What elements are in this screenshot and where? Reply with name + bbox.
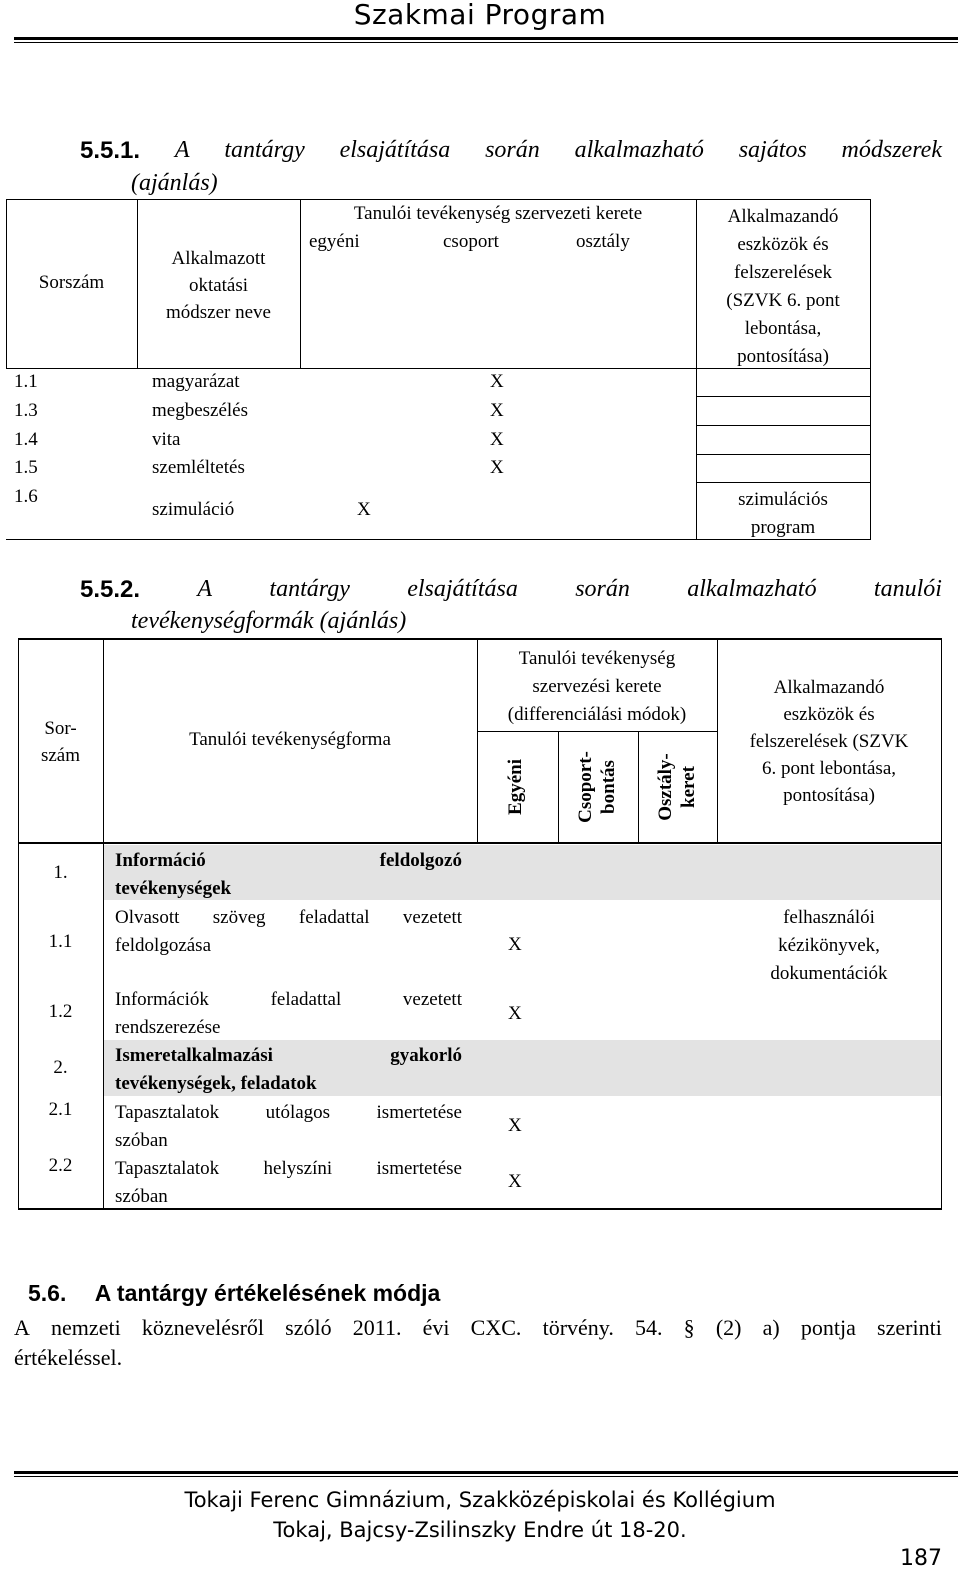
row-activity-line: Tapasztalatok utólagos ismertetése bbox=[115, 1102, 462, 1123]
word: a) bbox=[762, 1315, 780, 1340]
col-tools-line: lebontása, bbox=[744, 318, 822, 339]
row-number: 2.2 bbox=[48, 1155, 73, 1176]
word: A bbox=[14, 1315, 30, 1340]
col-tools-line: felszerelések (SZVK bbox=[749, 731, 909, 752]
section-title: A tantárgy értékelésének módja bbox=[94, 1280, 441, 1306]
row-number: 1.1 bbox=[14, 371, 38, 392]
row-activity bbox=[115, 1042, 462, 1098]
row-tools bbox=[717, 904, 941, 988]
section-number: 5.5.1. bbox=[80, 137, 141, 164]
row-activity bbox=[115, 1099, 462, 1155]
section-number: 5.6. bbox=[28, 1280, 67, 1306]
footer-rule bbox=[14, 1471, 958, 1474]
row-activity-word: Információ bbox=[115, 850, 206, 871]
col-method bbox=[137, 245, 300, 326]
footer-school-name: Tokaji Ferenc Gimnázium, Szakközépiskolai és Kollégium bbox=[184, 1488, 776, 1512]
row-method: vita bbox=[152, 429, 181, 450]
row-number: 1.4 bbox=[14, 429, 38, 450]
row-number: 1.5 bbox=[14, 457, 38, 478]
title-word: elsajátítása bbox=[339, 137, 451, 163]
row-mark: X bbox=[490, 400, 504, 421]
paragraph-line bbox=[14, 1315, 942, 1341]
col-org-line: szervezési kerete bbox=[532, 676, 662, 697]
row-mark: X bbox=[490, 429, 504, 450]
sub-col-line: Csoport- bbox=[575, 751, 596, 823]
section-5-5-2-title bbox=[80, 576, 942, 604]
sub-col-csoport: csoport bbox=[443, 231, 499, 252]
word: szóló bbox=[285, 1315, 332, 1340]
sub-col-line: keret bbox=[678, 766, 699, 808]
row-method: megbeszélés bbox=[152, 400, 249, 421]
header-rule bbox=[14, 37, 958, 40]
word: CXC. bbox=[470, 1315, 522, 1340]
title-word: során bbox=[485, 137, 540, 163]
col-tools-line: eszközök és bbox=[783, 704, 875, 725]
word: 54. bbox=[635, 1315, 663, 1340]
section-5-6-paragraph bbox=[14, 1315, 942, 1371]
word: törvény. bbox=[542, 1315, 614, 1340]
row-activity-line: tevékenységek bbox=[115, 878, 232, 899]
row-method: szemléltetés bbox=[152, 457, 245, 478]
row-tools-line: program bbox=[750, 517, 816, 538]
section-number: 5.5.2. bbox=[80, 576, 141, 603]
word: § bbox=[683, 1315, 695, 1340]
col-org-frame bbox=[477, 645, 717, 729]
row-method: szimuláció bbox=[152, 499, 235, 520]
title-word: A bbox=[197, 576, 213, 602]
row-number: 2.1 bbox=[48, 1099, 73, 1120]
col-tools-line: Alkalmazandó bbox=[727, 206, 839, 227]
sub-col-csoport bbox=[574, 742, 622, 832]
footer-rule-thin bbox=[14, 1476, 958, 1477]
row-activity bbox=[115, 1155, 462, 1211]
row-activity bbox=[115, 847, 462, 903]
title-word: elsajátítása bbox=[407, 576, 518, 602]
row-activity-line: szóban bbox=[115, 1186, 168, 1207]
paragraph-line: értékeléssel. bbox=[14, 1345, 123, 1370]
sub-col-line: bontás bbox=[598, 760, 619, 814]
header-rule-thin bbox=[14, 42, 958, 43]
row-tools-line: kézikönyvek, bbox=[778, 935, 880, 956]
col-tools bbox=[696, 203, 870, 371]
row-activity-line: feldolgozása bbox=[115, 935, 212, 956]
col-tools-line: Alkalmazandó bbox=[773, 677, 885, 698]
row-number: 1.6 bbox=[14, 486, 38, 507]
row-mark: X bbox=[508, 1115, 522, 1136]
col-sorszam: Sorszám bbox=[38, 272, 105, 293]
row-activity-line: Ismeretalkalmazási gyakorló bbox=[115, 1045, 462, 1066]
row-mark: X bbox=[490, 457, 504, 478]
row-number: 1.2 bbox=[48, 1001, 73, 1022]
row-mark: X bbox=[508, 1003, 522, 1024]
row-activity-word: feldolgozó bbox=[379, 850, 462, 871]
sub-col-line: Osztály- bbox=[655, 753, 676, 821]
row-activity-line: Olvasott szöveg feladattal vezetett bbox=[115, 907, 462, 928]
row-activity-line: rendszerezése bbox=[115, 1017, 221, 1038]
row-mark: X bbox=[490, 371, 504, 392]
col-sorszam-line: szám bbox=[40, 745, 81, 766]
title-word: tantárgy bbox=[269, 576, 350, 602]
col-method-line: Alkalmazott bbox=[171, 248, 266, 269]
sub-col-egyeni: Egyéni bbox=[505, 759, 526, 815]
row-tools-line: dokumentációk bbox=[770, 963, 888, 984]
section-5-5-2-title-line2: tevékenységformák (ajánlás) bbox=[131, 608, 407, 634]
row-tools-line: szimulációs bbox=[738, 489, 828, 510]
title-word: tanulói bbox=[873, 576, 942, 602]
sub-col-egyeni: egyéni bbox=[309, 231, 360, 252]
col-org-line: Tanulói tevékenység bbox=[518, 648, 676, 669]
row-mark: X bbox=[508, 1171, 522, 1192]
word: 2011. bbox=[352, 1315, 402, 1340]
footer-address: Tokaj, Bajcsy-Zsilinszky Endre út 18-20. bbox=[273, 1518, 687, 1542]
row-tools-line: felhasználói bbox=[783, 907, 875, 928]
title-word: módszerek bbox=[841, 137, 942, 163]
title-word: alkalmazható bbox=[574, 137, 704, 163]
col-tools-line: pontosítása) bbox=[737, 346, 829, 367]
col-org-line: (differenciálási módok) bbox=[507, 704, 687, 725]
col-tools bbox=[717, 674, 941, 809]
row-activity-line: Információk feladattal vezetett bbox=[115, 989, 462, 1010]
row-activity bbox=[115, 986, 462, 1042]
sub-col-osztaly bbox=[654, 742, 702, 832]
section-5-5-1-title bbox=[80, 137, 942, 165]
sub-col-osztaly: osztály bbox=[576, 231, 630, 252]
page-number: 187 bbox=[900, 1546, 942, 1571]
row-number: 1.1 bbox=[48, 931, 73, 952]
row-activity-line: szóban bbox=[115, 1130, 168, 1151]
section-5-5-1-title-line2: (ajánlás) bbox=[131, 170, 218, 196]
col-activity-form: Tanulói tevékenységforma bbox=[189, 729, 391, 750]
title-word: tantárgy bbox=[224, 137, 305, 163]
word: pontja bbox=[800, 1315, 856, 1340]
row-activity-line bbox=[115, 847, 462, 875]
page-header-title: Szakmai Program bbox=[353, 0, 607, 31]
word: évi bbox=[422, 1315, 450, 1340]
row-method: magyarázat bbox=[152, 371, 240, 392]
col-org-frame: Tanulói tevékenység szervezeti kerete bbox=[353, 203, 643, 224]
col-sorszam-line: Sor- bbox=[44, 718, 77, 739]
word: szerinti bbox=[877, 1315, 942, 1340]
col-method-line: oktatási bbox=[188, 275, 249, 296]
row-activity-line: Tapasztalatok helyszíni ismertetése bbox=[115, 1158, 462, 1179]
section-5-6-heading bbox=[28, 1280, 440, 1307]
row-number: 2. bbox=[53, 1057, 68, 1078]
row-number: 1.3 bbox=[14, 400, 38, 421]
title-word: során bbox=[575, 576, 630, 602]
col-sorszam bbox=[18, 715, 103, 769]
row-tools bbox=[696, 486, 870, 542]
word: köznevelésről bbox=[141, 1315, 265, 1340]
title-word: alkalmazható bbox=[687, 576, 817, 602]
row-activity bbox=[115, 904, 462, 960]
word: nemzeti bbox=[51, 1315, 121, 1340]
title-word: A bbox=[174, 137, 190, 163]
row-activity-line: tevékenységek, feladatok bbox=[115, 1073, 317, 1094]
row-number: 1. bbox=[53, 862, 68, 883]
col-tools-line: pontosítása) bbox=[783, 785, 875, 806]
col-tools-line: (SZVK 6. pont bbox=[726, 290, 840, 311]
row-mark: X bbox=[357, 499, 371, 520]
word: (2) bbox=[715, 1315, 742, 1340]
title-word: sajátos bbox=[738, 137, 807, 163]
col-method-line: módszer neve bbox=[166, 302, 271, 323]
col-tools-line: eszközök és bbox=[737, 234, 829, 255]
row-mark: X bbox=[508, 934, 522, 955]
col-tools-line: 6. pont lebontása, bbox=[761, 758, 897, 779]
col-tools-line: felszerelések bbox=[733, 262, 833, 283]
